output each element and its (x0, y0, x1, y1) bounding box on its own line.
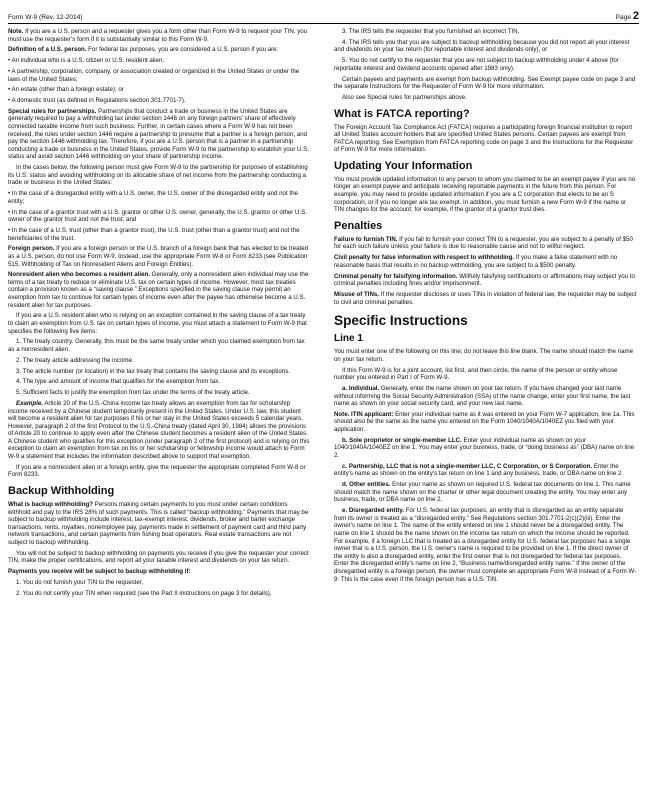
run-in-heading: e. Disregarded entity. (342, 507, 404, 515)
section-heading: Updating Your Information (334, 159, 473, 172)
paragraph: • A domestic trust (as defined in Regulations section 301.7701-7). (8, 97, 186, 105)
paragraph: c. Partnership, LLC that is not a single-member LLC, C Corporation, or S Corporation. Enter the entity's name as shown on the entity's tax return on line 1 and any business, trade, or DBA name on line 2. (334, 462, 624, 478)
paragraph: Misuse of TINs. If the requester discloses or uses TINs in violation of federal law, the requester may be subject to civil and criminal penalties. (334, 290, 637, 306)
section-heading: Specific Instructions (334, 313, 468, 329)
paragraph: • In the case of a grantor trust with a U.S. grantor or other U.S. owner, generally, the U.S. grantor or other U.S. owner of the grantor trust and not the trust; and (8, 208, 307, 224)
left-column (8, 28, 311, 808)
section-heading: Penalties (334, 219, 383, 232)
page-word: Page (615, 14, 632, 21)
paragraph: 4. The IRS tells you that you are subject to backup withholding because you did not report all your interest and dividends on your tax return (for reportable interest and dividends only), or (334, 38, 630, 54)
paragraph: Civil penalty for false information with respect to withholding. If you make a false statement with no reasonable basis that results in no backup withholding, you are subject to a $500 penalty. (334, 254, 618, 269)
paragraph: Special rules for partnerships. Partnerships that conduct a trade or business in the United States are generally required to pay a withholding tax under section 1446 on any foreign partners’ share of effectively connected taxable income from such business. Further, in certain cases where a Form W-9 has not been received, the rules under section 1446 require a partnership to presume that a partner is a foreign person, and pay the section 1446 withholding tax. Therefore, if you are a U.S. person that is a partner in a partnership conducting a trade or business in the United States, provide Form W-9 to the partnership to establish your U.S. status and avoid section 1446 withholding on your share of partnership income. (8, 107, 309, 161)
run-in-heading: Special rules for partnerships. (8, 107, 97, 115)
paragraph: 4. The type and amount of income that qualifies for the exemption from tax. (16, 378, 221, 386)
paragraph: b. Sole proprietor or single-member LLC. Enter your individual name as shown on your 1040/1040A/1040EZ on line 1. You may enter your business, trade, or “doing business as” (DBA) name on line 2. (334, 436, 635, 460)
section-heading: What is FATCA reporting? (334, 107, 470, 120)
paragraph: 5. Sufficient facts to justify the exemption from tax under the terms of the treaty article. (16, 389, 250, 397)
paragraph: Certain payees and payments are exempt from backup withholding. See Exempt payee code on page 3 and the separate Instructions for the Requester of Form W-9 for more information. (334, 75, 636, 91)
run-in-heading: a. Individual. (342, 384, 380, 392)
paragraph: Note. ITIN applicant: Enter your individual name as it was entered on your Form W-7 application, line 1a. This should also be the same as the name you entered on the Form 1040/1040A/1040EZ you filed with your application. (334, 410, 635, 434)
paragraph: In the cases below, the following person must give Form W-9 to the partnership for purposes of establishing its U.S. status and avoiding withholding on its allocable share of net income from the partnership conducting a trade or business in the United States: (8, 164, 308, 187)
run-in-heading: Failure to furnish TIN. (334, 235, 398, 243)
paragraph: d. Other entities. Enter your name as shown on required U.S. federal tax documents on line 1. This name should match the name shown on the charter or other legal document creating the entity. You may enter any business, trade, or DBA name on line 2. (334, 481, 631, 504)
section-heading: Line 1 (334, 333, 363, 345)
section-heading: Backup Withholding (8, 485, 115, 498)
paragraph (8, 568, 311, 576)
paragraph: You must provide updated information to any person to whom you claimed to be an exempt payee if you are no longer an exempt payee and anticipate receiving reportable payments in the future from this person. For example, you may need to provide updated information if you are a C corporation that elects to be an S corporation, or if you no longer are tax exempt. In addition, you must furnish a new Form W-9 if the name or TIN changes for the account; for example, if the grantor of a grantor trust dies. (334, 175, 636, 214)
page-num: 2 (632, 10, 639, 22)
paragraph: If this Form W-9 is for a joint account, list first, and then circle, the name of the person or entity whose number you entered in Part I of Form W-9. (334, 366, 618, 382)
run-in-heading: Example. (16, 399, 43, 407)
right-column (334, 28, 637, 808)
paragraph: You will not be subject to backup withholding on payments you receive if you give the requester your correct TIN, make the proper certifications, and report all your taxable interest and dividends on your tax return. (8, 549, 309, 565)
paragraph: Failure to furnish TIN. If you fail to furnish your correct TIN to a requester, you are subject to a penalty of $50 for each such failure unless your failure is due to reasonable cause and not to willful neglect. (334, 235, 633, 251)
page-number (616, 10, 639, 22)
paragraph: The Foreign Account Tax Compliance Act (FATCA) requires a participating foreign financial institution to report all United States account holders that are specified United States persons. Certain payees are exempt from FATCA reporting. See Exemption from FATCA reporting code on page 3 and the Instructions for the Requester of Form W-9 for more information. (334, 123, 634, 154)
paragraph: 1. You do not furnish your TIN to the requester, (16, 578, 144, 586)
run-in-heading: Misuse of TINs. (334, 290, 380, 298)
paragraph: • In the case of a disregarded entity with a U.S. owner, the U.S. owner of the disregarded entity and not the entity; (8, 190, 298, 205)
paragraph: 2. You do not certify your TIN when required (see the Part II instructions on page 3 for details), (16, 589, 272, 597)
paragraph: 1. The treaty country. Generally, this must be the same treaty under which you claimed exemption from tax as a nonresident alien. (8, 338, 305, 353)
paragraph: Nonresident alien who becomes a resident alien. Generally, only a nonresident alien individual may use the terms of a tax treaty to reduce or eliminate U.S. tax on certain types of income. However, most tax treaties contain a provision known as a “saving clause.” Exceptions specified in the saving clause may permit an exemption from tax to continue for certain types of income even after the payee has otherwise become a U.S. resident alien for tax purposes. (8, 271, 309, 309)
paragraph: 3. The IRS tells the requester that you furnished an incorrect TIN, (342, 28, 520, 35)
page-header (8, 7, 639, 24)
run-in-heading: Payments you receive will be subject to backup withholding if: (8, 568, 191, 576)
paragraph: Also see Special rules for partnerships above. (342, 93, 467, 101)
paragraph: 3. The article number (or location) in the tax treaty that contains the saving clause and its exceptions. (16, 367, 290, 375)
paragraph: e. Disregarded entity. For U.S. federal tax purposes, an entity that is disregarded as an entity separate from its owner is treated as a “disregarded entity.” See Regulations section 301.7701-2(c)(2)(iii). Enter the owner's name on line 1. The name of the entity entered on line 1 should never be a disregarded entity. The name on line 1 should be the name shown on the income tax return on which the income should be reported. For example, if a foreign LLC that is treated as a disregarded entity for U.S. federal tax purposes has a single owner that is a U.S. person, the U.S. owner's name is required to be provided on line 1. If the direct owner of the entity is also a disregarded entity, enter the first owner that is not disregarded for federal tax purposes. Enter the disregarded entity's name on line 2, “Business name/disregarded entity name.” If the owner of the disregarded entity is a foreign person, the owner must complete an appropriate Form W-8 instead of a Form W-9. This is the case even if the foreign person has a U.S. TIN. (334, 507, 637, 583)
paragraph: Example. Article 20 of the U.S.-China income tax treaty allows an exemption from tax for scholarship income received by a Chinese student temporarily present in the United States. Under U.S. law, this student will become a resident alien for tax purposes if his or her stay in the United States exceeds 5 calendar years. However, paragraph 2 of the first Protocol to the U.S.-China treaty (dated April 30, 1984) allows the provisions of Article 20 to continue to apply even after the Chinese student becomes a resident alien of the United States. A Chinese student who qualifies for this exception (under paragraph 2 of the first protocol) and is relying on this exception to claim an exemption from tax on his or her scholarship or fellowship income would attach to Form W-9 a statement that includes the information described above to support that exemption. (8, 399, 310, 461)
paragraph: • An estate (other than a foreign estate); or (8, 86, 124, 94)
paragraph: Criminal penalty for falsifying information. Willfully falsifying certifications or affirmations may subject you to criminal penalties including fines and/or imprisonment. (334, 272, 635, 288)
paragraph: 5. You do not certify to the requester that you are not subject to backup withholding under 4 above (for reportable interest and dividend accounts opened after 1983 only). (334, 57, 619, 72)
paragraph: You must enter one of the following on this line; do not leave this line blank. The name should match the name on your tax return. (334, 348, 634, 363)
paragraph: 2. The treaty article addressing the income. (16, 356, 134, 364)
paragraph: • A partnership, corporation, company, or association created or organized in the United States or under the laws of the United States; (8, 67, 300, 83)
run-in-heading: c. Partnership, LLC that is not a single-member LLC, C Corporation, or S Corporation. (342, 462, 593, 470)
run-in-heading: Note. ITIN applicant: (334, 410, 394, 418)
run-in-heading: Definition of a U.S. person. (8, 46, 87, 54)
run-in-heading: What is backup withholding? (8, 501, 93, 509)
run-in-heading: Note. (8, 28, 24, 35)
run-in-heading: Civil penalty for false information with respect to withholding. (334, 254, 515, 262)
paragraph: • An individual who is a U.S. citizen or U.S. resident alien; (8, 57, 165, 65)
paragraph: • In the case of a U.S. trust (other than a grantor trust), the U.S. trust (other than a grantor trust) and not the beneficiaries of the trust. (8, 226, 300, 242)
paragraph: If you are a nonresident alien or a foreign entity, give the requester the appropriate completed Form W-8 or Form 8233. (8, 463, 306, 479)
run-in-heading: Criminal penalty for falsifying information. (334, 272, 458, 280)
paragraph: Definition of a U.S. person. For federal tax purposes, you are considered a U.S. person if you are: (8, 46, 279, 54)
paragraph: What is backup withholding? Persons making certain payments to you must under certain conditions withhold and pay to the IRS 28% of such payments. This is called “backup withholding.” Payments that may be subject to backup withholding include interest, tax-exempt interest, dividends, broker and barter exchange transactions, rents, royalties, nonemployee pay, payments made in settlement of payment card and third party network transactions, and certain payments from fishing boat operators. Real estate transactions are not subject to backup withholding. (8, 501, 309, 546)
form-title: Form W-9 (Rev. 12-2014) (8, 14, 83, 21)
run-in-heading: Foreign person. (8, 245, 55, 253)
run-in-heading: d. Other entities. (342, 481, 391, 489)
paragraph: Note. If you are a U.S. person and a requester gives you a form other than Form W-9 to request your TIN, you must use the requester’s form if it is substantially similar to this Form W-9. (8, 28, 308, 43)
run-in-heading: b. Sole proprietor or single-member LLC. (342, 436, 462, 444)
run-in-heading: Nonresident alien who becomes a resident alien. (8, 271, 150, 279)
paragraph: Foreign person. If you are a foreign person or the U.S. branch of a foreign bank that has elected to be treated as a U.S. person, do not use Form W-9. Instead, use the appropriate Form W-8 or Form 8233 (see Publication 515, Withholding of Tax on Nonresident Aliens and Foreign Entities). (8, 245, 309, 268)
paragraph: If you are a U.S. resident alien who is relying on an exception contained in the saving clause of a tax treaty to claim an exemption from U.S. tax on certain types of income, you must attach a statement to Form W-9 that specifies the following five items: (8, 312, 307, 335)
paragraph: a. Individual. Generally, enter the name shown on your tax return. If you have changed your last name without informing the Social Security Administration (SSA) of the name change, enter your first name, the last name as shown on your social security card, and your new last name. (334, 384, 631, 408)
